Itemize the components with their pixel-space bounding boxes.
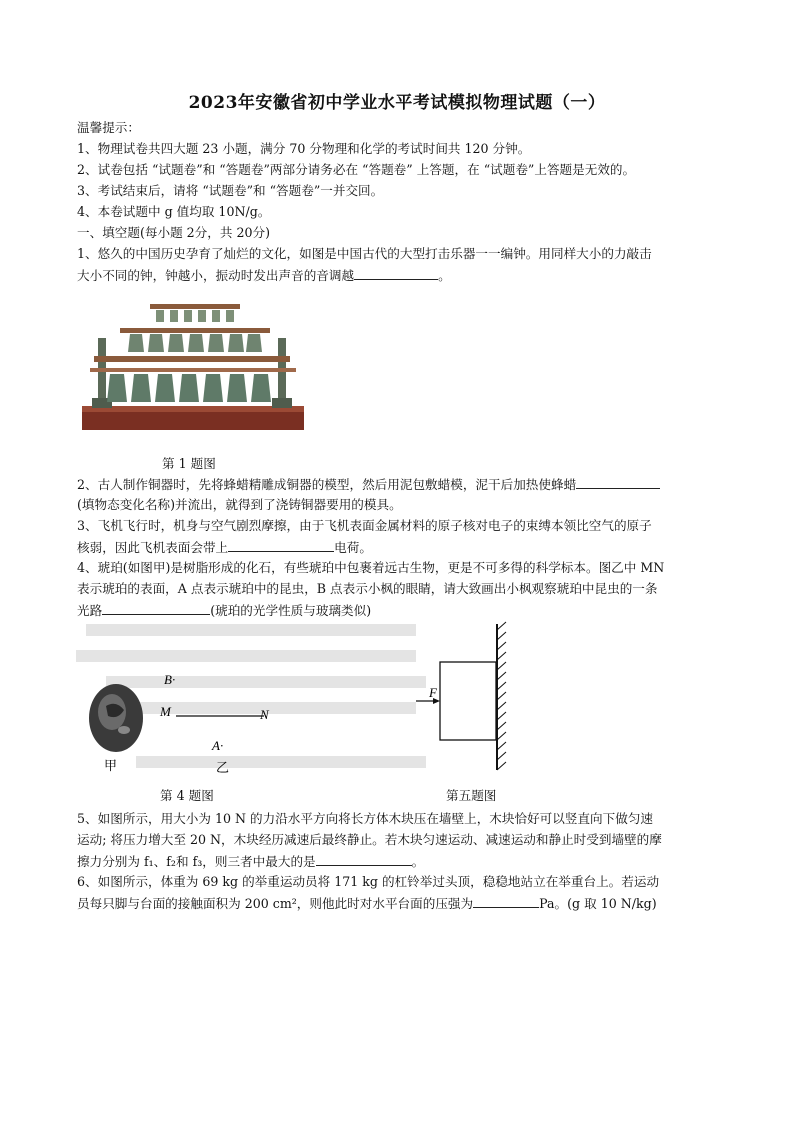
label-jia: 甲 <box>104 758 118 773</box>
q5-text: 擦力分别为 f₁、f₂和 f₃，则三者中最大的是 <box>77 854 316 869</box>
tip-1: 1、物理试卷共四大题 23 小题，满分 70 分物理和化学的考试时间共 120 分钟。 <box>77 141 531 156</box>
label-b: B· <box>164 672 176 687</box>
label-force: F <box>429 685 437 700</box>
q2-line2: (填物态变化名称)并流出，就得到了浇铸铜器要用的模具。 <box>77 497 402 512</box>
q1-answer-blank[interactable] <box>354 265 438 280</box>
tip-3: 3、考试结束后，请将 “试题卷”和 “答题卷”一并交回。 <box>77 183 384 198</box>
tip-4: 4、本卷试题中 g 值均取 10N/g。 <box>77 204 271 219</box>
q4-line2: 表示琥珀的表面，A 点表示琥珀中的昆虫，B 点表示小枫的眼睛，请大致画出小枫观察琥珀中昆虫的一条 <box>77 581 658 596</box>
q5-line3 <box>77 851 424 872</box>
fig5-caption: 第五题图 <box>446 788 497 803</box>
q5-answer-blank[interactable] <box>316 851 412 866</box>
q1-line2 <box>77 265 451 286</box>
q2-answer-blank[interactable] <box>576 474 660 489</box>
section-heading: 一、填空题(每小题 2分，共 20分) <box>77 225 270 240</box>
q3-text: 核弱，因此飞机表面会带上 <box>77 540 229 555</box>
tips-heading: 温馨提示： <box>77 120 140 135</box>
q6-end: Pa。(g 取 10 N/kg) <box>539 896 657 911</box>
chime-base <box>82 410 304 430</box>
q6-text: 员每只脚与台面的接触面积为 200 cm²，则他此时对水平台面的压强为 <box>77 896 474 911</box>
q2-text: 2、古人制作铜器时，先将蜂蜡精雕成铜器的模型，然后用泥包敷蜡模，泥干后加热使蜂蜡 <box>77 477 577 492</box>
bianzhong-figure <box>80 298 306 438</box>
q4-text: 光路 <box>77 603 103 618</box>
q6-line1: 6、如图所示，体重为 69 kg 的举重运动员将 171 kg 的杠铃举过头顶，稳稳地站立在举重台上。若运动 <box>77 874 660 889</box>
fig4-caption: 第 4 题图 <box>160 788 214 803</box>
q3-end: 电荷。 <box>334 540 372 555</box>
q3-answer-blank[interactable] <box>228 537 334 552</box>
label-n: N <box>260 707 269 722</box>
wooden-block <box>440 662 496 740</box>
tip-2: 2、试卷包括 “试题卷”和 “答题卷”两部分请务必在 “答题卷” 上答题，在 “试题卷”上答题是无效的。 <box>77 162 636 177</box>
label-a: A· <box>212 738 224 753</box>
q1-end: 。 <box>438 268 451 283</box>
fig1-caption: 第 1 题图 <box>162 456 216 471</box>
q5-line1: 5、如图所示，用大小为 10 N 的力沿水平方向将长方体木块压在墙壁上，木块恰好可以竖直向下做匀速 <box>77 811 654 826</box>
q4-line3 <box>77 600 371 621</box>
q1-line1: 1、悠久的中国历史孕育了灿烂的文化，如图是中国古代的大型打击乐器一一编钟。用同样大小的力敲击 <box>77 246 652 261</box>
q4-end: (琥珀的光学性质与玻璃类似) <box>210 603 372 618</box>
q1-text: 大小不同的钟，钟越小，振动时发出声音的音调越 <box>77 268 355 283</box>
q4-answer-blank[interactable] <box>102 600 210 615</box>
q5-line2: 运动; 将压力增大至 20 N，木块经历减速后最终静止。若木块匀速运动、减速运动和静止时受到墙壁的摩 <box>77 832 662 847</box>
q5-end: 。 <box>411 854 425 869</box>
q2-line1 <box>77 474 660 495</box>
q6-line2 <box>77 893 657 914</box>
label-yi: 乙 <box>216 760 230 775</box>
q3-line1: 3、飞机飞行时，机身与空气剧烈摩擦，由于飞机表面金属材料的原子核对电子的束缚本领比空气的原子 <box>77 518 652 533</box>
q3-line2 <box>77 537 372 558</box>
exam-title: 2023年安徽省初中学业水平考试模拟物理试题（一） <box>188 93 606 113</box>
q6-answer-blank[interactable] <box>473 893 539 908</box>
label-m: M <box>160 704 171 719</box>
q4-line1: 4、琥珀(如图甲)是树脂形成的化石，有些琥珀中包裹着远古生物，更是不可多得的科学标本。图乙中 MN <box>77 560 665 575</box>
q4-q5-figures <box>76 620 512 780</box>
